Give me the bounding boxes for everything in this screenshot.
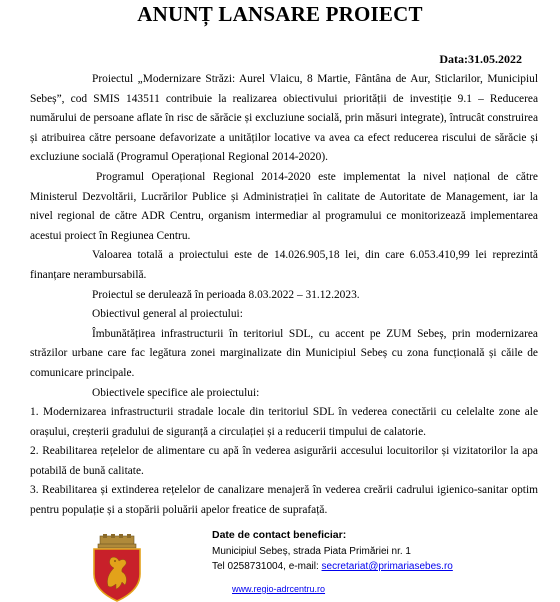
contact-address: Municipiul Sebeș, strada Piata Primăriei nr. 1 [212,545,411,557]
paragraph-total-value: Valoarea totală a proiectului este de 14.026.905,18 lei, din care 6.053.410,99 lei reprezintă finanțare nerambursabilă. [30,249,538,281]
list-item-objective-3: 3. Reabilitarea și extinderea rețelelor de canalizare menajeră în vederea creării cadrului igienico-sanitar optim pentru populație și a stopării poluării apelor freatice de suprafață. [30,484,538,517]
list-item-objective-1: 1. Modernizarea infrastructurii stradale locale din teritoriul SDL în vederea conectării cu celelalte zone ale orașului, creșterii gradului de siguranță a circulației și a reducerii timpului de calatorie. [30,406,538,438]
paragraph-specific-objectives-heading: Obiectivele specifice ale proiectului: [92,386,260,399]
contact-phone-email [212,559,453,575]
paragraph-general-objective: Îmbunătățirea infrastructurii în teritoriul SDL, cu accent pe ZUM Sebeș, prin modernizarea străzilor urbane care fac legătura zonei marginalizate din Municipiul Sebeș cu zona funcțională și căile de comunicare principale. [30,327,538,379]
paragraph-program-implementation: Programul Operațional Regional 2014-2020 este implementat la nivel național de către Ministerul Dezvoltării, Lucrărilor Publice și Administrației în calitate de Autoritate de Management, iar la nivel regional de către ADR Centru, organism intermediar al programului ce monitorizează implementarea acestui proiect în Regiunea Centru. [30,170,538,242]
paragraph-period: Proiectul se derulează în perioada 8.03.2022 – 31.12.2023. [92,288,360,301]
contact-block [212,528,453,575]
paragraph-project-description: Proiectul „Modernizare Străzi: Aurel Vlaicu, 8 Martie, Fântâna de Aur, Sticlarilor, Municipiul Sebeș”, cod SMIS 143511 contribuie la realizarea obiectivului priorității de investiție 9.1 – Reducerea numărului de persoane aflate în risc de sărăcie și excluziune socială, prin măsuri integrate), întrucât construirea și atribuirea către persoane defavorizate a unităților locative va avea ca efect reducerea riscului de sărăcie și excluziune socială (Programul Operațional Regional 2014-2020). [30,73,538,164]
email-link[interactable]: secretariat@primariasebes.ro [321,561,453,572]
website-link[interactable]: www.regio-adrcentru.ro [232,584,326,594]
sebes-coat-of-arms-icon [86,534,148,602]
list-item-objective-2: 2. Reabilitarea rețelelor de alimentare cu apă în vederea asigurării accesului locuitorilor și vizitatorilor la apa potabilă de bună calitate. [30,445,538,477]
document-body [30,70,538,521]
contact-phone: Tel 0258731004, e-mail: [212,561,322,572]
page-title: ANUNȚ LANSARE PROIECT [137,2,423,26]
announcement-date: Data:31.05.2022 [439,52,522,66]
paragraph-general-objective-heading: Obiectivul general al proiectului: [92,308,243,321]
contact-heading: Date de contact beneficiar: [212,529,347,541]
